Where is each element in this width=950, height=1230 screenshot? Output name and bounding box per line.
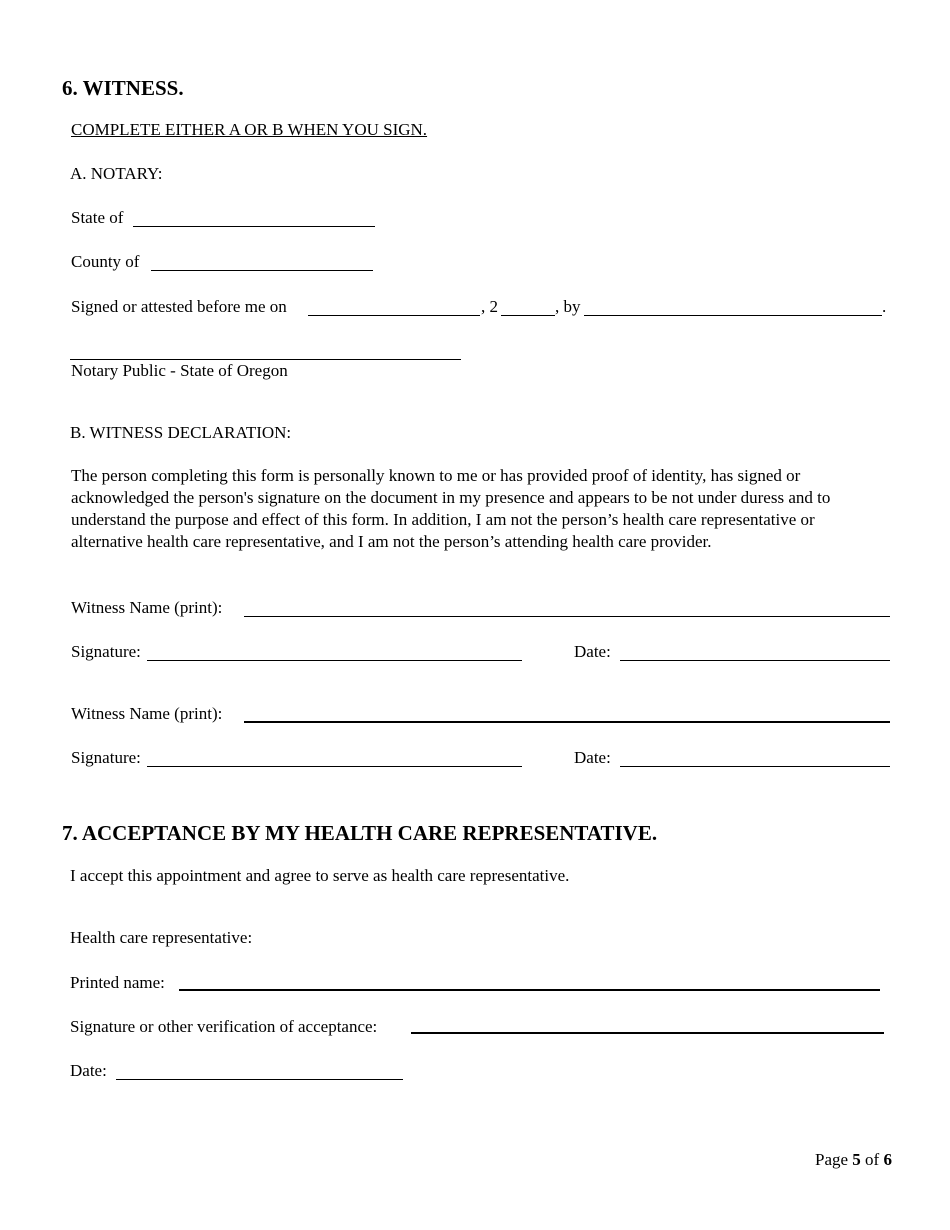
witness-2-signature-label: Signature:: [71, 748, 141, 767]
county-label: County of: [71, 252, 140, 271]
witness-2-name-label: Witness Name (print):: [71, 704, 223, 723]
by-label: , by: [555, 297, 581, 316]
witness-2-name-field[interactable]: [244, 721, 890, 723]
witness-2-date-label: Date:: [574, 748, 611, 767]
printed-name-field[interactable]: [179, 989, 880, 991]
witness-1-signature-label: Signature:: [71, 642, 141, 661]
notary-date-field[interactable]: [308, 315, 480, 316]
rep-label: Health care representative:: [70, 928, 253, 947]
witness-1-signature-field[interactable]: [147, 660, 522, 661]
witness-1-name-field[interactable]: [244, 616, 890, 617]
acceptance-date-label: Date:: [70, 1061, 107, 1080]
acceptance-date-field[interactable]: [116, 1079, 403, 1080]
page-current: 5: [852, 1150, 861, 1169]
acceptance-statement: I accept this appointment and agree to serve as health care representative.: [70, 866, 570, 885]
witness-2-signature-field[interactable]: [147, 766, 522, 767]
witness-2-date-field[interactable]: [620, 766, 890, 767]
section-7-heading: 7. ACCEPTANCE BY MY HEALTH CARE REPRESENTATIVE.: [62, 821, 658, 845]
notary-signature-line[interactable]: [70, 359, 461, 360]
witness-declaration-label: B. WITNESS DECLARATION:: [70, 423, 292, 442]
section-6-heading: 6. WITNESS.: [62, 76, 184, 100]
county-field[interactable]: [151, 270, 373, 271]
notary-caption: Notary Public - State of Oregon: [71, 361, 288, 380]
end-period: .: [882, 297, 887, 316]
state-label: State of: [71, 208, 124, 227]
witness-1-name-label: Witness Name (print):: [71, 598, 223, 617]
signed-attested-label: Signed or attested before me on: [71, 297, 287, 316]
notary-by-field[interactable]: [584, 315, 882, 316]
instruction-text: COMPLETE EITHER A OR B WHEN YOU SIGN.: [71, 120, 428, 139]
witness-1-date-label: Date:: [574, 642, 611, 661]
witness-1-date-field[interactable]: [620, 660, 890, 661]
acceptance-signature-label: Signature or other verification of acceptance:: [70, 1017, 378, 1036]
page-word: Page: [815, 1150, 849, 1169]
acceptance-signature-field[interactable]: [411, 1032, 884, 1034]
state-field[interactable]: [133, 226, 375, 227]
page-total: 6: [883, 1150, 892, 1169]
of-word: of: [865, 1150, 880, 1169]
year-prefix: , 2: [481, 297, 498, 316]
witness-declaration-text: The person completing this form is personally known to me or has provided proof of identity, has signed or acknowledged the person's signature on the document in my presence and appears to be not under duress and to understand the purpose and effect of this form. In addition, I am not the person’s health care representative or alternative health care representative, and I am not the person’s attending health care provider.: [71, 466, 831, 551]
page-number: [815, 1150, 892, 1170]
notary-label: A. NOTARY:: [70, 164, 163, 183]
printed-name-label: Printed name:: [70, 973, 165, 992]
notary-year-field[interactable]: [501, 315, 555, 316]
